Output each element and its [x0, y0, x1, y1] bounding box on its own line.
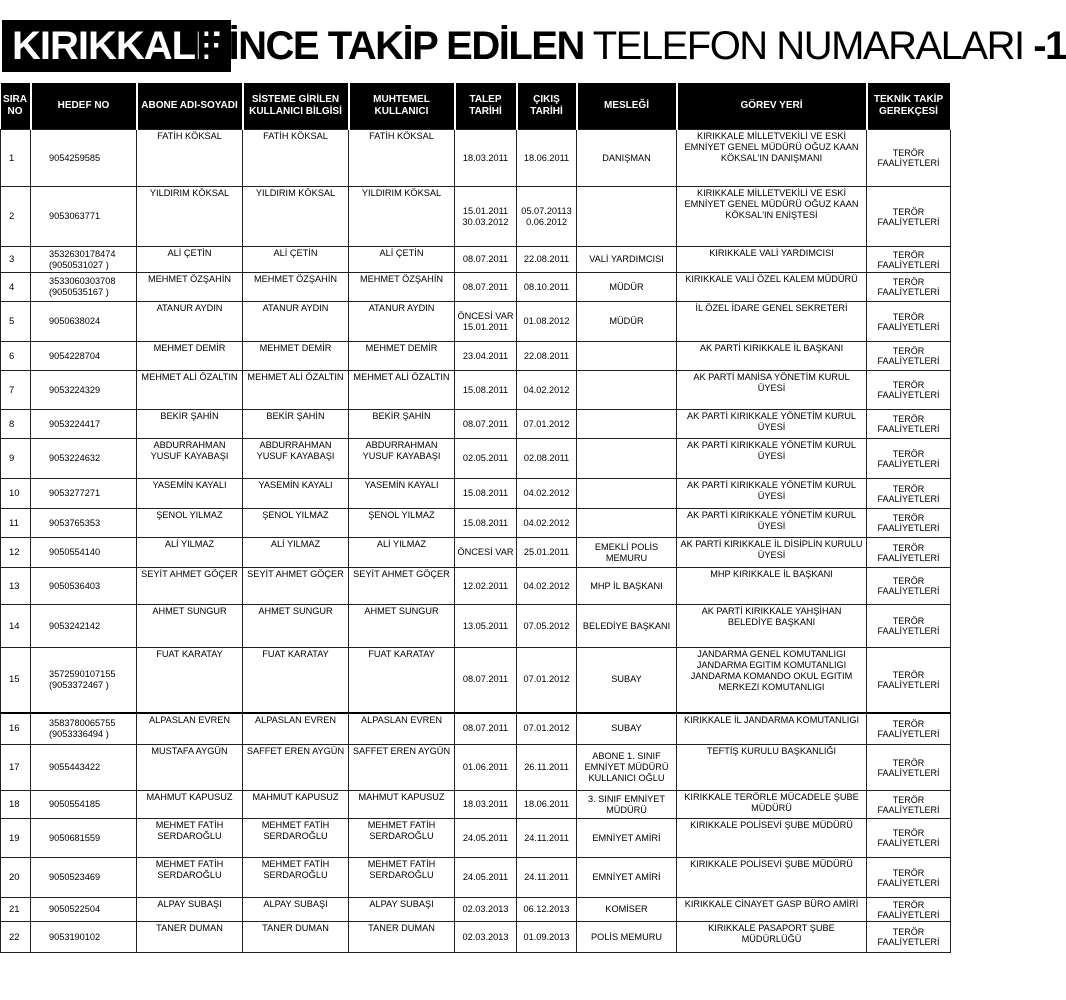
system-user-info-cell: YASEMİN KAYALI: [243, 479, 349, 509]
column-header: MESLEĞİ: [577, 83, 677, 130]
exit-date-cell: 01.08.2012: [517, 302, 577, 342]
row-number-cell: 18: [1, 791, 31, 819]
occupation-cell: ABONE 1. SINIF EMNİYET MÜDÜRÜ KULLANICI OĞLU: [577, 745, 677, 791]
system-user-info-cell: FUAT KARATAY: [243, 648, 349, 713]
exit-date-cell: 05.07.20113 0.06.2012: [517, 187, 577, 247]
request-date-cell: 18.03.2011: [455, 791, 517, 819]
table-row: [1, 858, 951, 898]
duty-location-cell: AK PARTİ KIRIKKALE İL DİSİPLİN KURULU ÜYESİ: [677, 538, 867, 568]
target-number-cell: 9050554140: [31, 538, 137, 568]
occupation-cell: EMNİYET AMİRİ: [577, 819, 677, 858]
column-header: MUHTEMEL KULLANICI: [349, 83, 455, 130]
request-date-cell: 02.03.2013: [455, 898, 517, 922]
row-number-cell: 19: [1, 819, 31, 858]
table-row: [1, 509, 951, 538]
tracking-reason-cell: TERÖR FAALİYETLERİ: [867, 605, 951, 648]
subscriber-name-cell: ABDURRAHMAN YUSUF KAYABAŞI: [137, 439, 243, 479]
row-number-cell: 22: [1, 922, 31, 953]
exit-date-cell: 26.11.2011: [517, 745, 577, 791]
system-user-info-cell: ALİ YILMAZ: [243, 538, 349, 568]
subscriber-name-cell: MEHMET FATİH SERDAROĞLU: [137, 819, 243, 858]
row-number-cell: 4: [1, 273, 31, 302]
table-row: [1, 922, 951, 953]
tracking-reason-cell: TERÖR FAALİYETLERİ: [867, 410, 951, 439]
system-user-info-cell: FATİH KÖKSAL: [243, 130, 349, 187]
exit-date-cell: 07.01.2012: [517, 410, 577, 439]
duty-location-cell: KIRIKKALE TERÖRLE MÜCADELE ŞUBE MÜDÜRÜ: [677, 791, 867, 819]
target-number-cell: 9050536403: [31, 568, 137, 605]
tracking-reason-cell: TERÖR FAALİYETLERİ: [867, 922, 951, 953]
title-part-1: İLİNCE TAKİP EDİLEN: [196, 24, 584, 68]
column-header: ÇIKIŞ TARİHİ: [517, 83, 577, 130]
duty-location-cell: KIRIKKALE POLİSEVİ ŞUBE MÜDÜRÜ: [677, 819, 867, 858]
duty-location-cell: KIRIKKALE POLİSEVİ ŞUBE MÜDÜRÜ: [677, 858, 867, 898]
occupation-cell: EMEKLİ POLİS MEMURU: [577, 538, 677, 568]
probable-user-cell: MEHMET DEMİR: [349, 342, 455, 371]
occupation-cell: [577, 509, 677, 538]
occupation-cell: MHP İL BAŞKANI: [577, 568, 677, 605]
tracking-reason-cell: TERÖR FAALİYETLERİ: [867, 439, 951, 479]
table-row: [1, 605, 951, 648]
exit-date-cell: 07.01.2012: [517, 648, 577, 713]
row-number-cell: 21: [1, 898, 31, 922]
target-number-cell: 9050522504: [31, 898, 137, 922]
request-date-cell: 24.05.2011: [455, 819, 517, 858]
occupation-cell: [577, 439, 677, 479]
system-user-info-cell: ŞENOL YILMAZ: [243, 509, 349, 538]
system-user-info-cell: TANER DUMAN: [243, 922, 349, 953]
tracking-reason-cell: TERÖR FAALİYETLERİ: [867, 819, 951, 858]
target-number-cell: 3583780065755 (9053336494 ): [31, 713, 137, 745]
table-row: [1, 371, 951, 410]
system-user-info-cell: ATANUR AYDIN: [243, 302, 349, 342]
probable-user-cell: MEHMET ALİ ÖZALTIN: [349, 371, 455, 410]
request-date-cell: 18.03.2011: [455, 130, 517, 187]
row-number-cell: 10: [1, 479, 31, 509]
probable-user-cell: ALPASLAN EVREN: [349, 713, 455, 745]
system-user-info-cell: SAFFET EREN AYGÜN: [243, 745, 349, 791]
probable-user-cell: MAHMUT KAPUSUZ: [349, 791, 455, 819]
table-row: [1, 130, 951, 187]
column-header: SIRA NO: [1, 83, 31, 130]
table-row: [1, 410, 951, 439]
column-header: GÖREV YERİ: [677, 83, 867, 130]
tracking-reason-cell: TERÖR FAALİYETLERİ: [867, 648, 951, 713]
probable-user-cell: MEHMET FATİH SERDAROĞLU: [349, 819, 455, 858]
target-number-cell: 9053277271: [31, 479, 137, 509]
tracking-reason-cell: TERÖR FAALİYETLERİ: [867, 371, 951, 410]
system-user-info-cell: AHMET SUNGUR: [243, 605, 349, 648]
row-number-cell: 8: [1, 410, 31, 439]
exit-date-cell: 07.05.2012: [517, 605, 577, 648]
subscriber-name-cell: MUSTAFA AYGÜN: [137, 745, 243, 791]
occupation-cell: MÜDÜR: [577, 302, 677, 342]
request-date-cell: 08.07.2011: [455, 247, 517, 273]
subscriber-name-cell: FUAT KARATAY: [137, 648, 243, 713]
target-number-cell: 9053242142: [31, 605, 137, 648]
occupation-cell: POLİS MEMURU: [577, 922, 677, 953]
system-user-info-cell: MEHMET FATİH SERDAROĞLU: [243, 819, 349, 858]
tracking-reason-cell: TERÖR FAALİYETLERİ: [867, 568, 951, 605]
duty-location-cell: AK PARTİ KIRIKKALE YÖNETİM KURUL ÜYESİ: [677, 509, 867, 538]
request-date-cell: 23.04.2011: [455, 342, 517, 371]
duty-location-cell: MHP KIRIKKALE İL BAŞKANI: [677, 568, 867, 605]
tracking-reason-cell: TERÖR FAALİYETLERİ: [867, 713, 951, 745]
probable-user-cell: ŞENOL YILMAZ: [349, 509, 455, 538]
subscriber-name-cell: ALPAY SUBAŞI: [137, 898, 243, 922]
table-row: [1, 538, 951, 568]
occupation-cell: BELEDİYE BAŞKANI: [577, 605, 677, 648]
request-date-cell: ÖNCESİ VAR 15.01.2011: [455, 302, 517, 342]
probable-user-cell: ALİ YILMAZ: [349, 538, 455, 568]
subscriber-name-cell: ALİ YILMAZ: [137, 538, 243, 568]
duty-location-cell: KIRIKKALE MİLLETVEKİLİ VE ESKİ EMNİYET GENEL MÜDÜRÜ OĞUZ KAAN KÖKSAL'IN ENİŞTESİ: [677, 187, 867, 247]
table-row: [1, 898, 951, 922]
table-row: [1, 439, 951, 479]
occupation-cell: DANIŞMAN: [577, 130, 677, 187]
request-date-cell: 08.07.2011: [455, 273, 517, 302]
row-number-cell: 20: [1, 858, 31, 898]
exit-date-cell: 24.11.2011: [517, 858, 577, 898]
page-title: [0, 0, 1066, 82]
occupation-cell: SUBAY: [577, 648, 677, 713]
exit-date-cell: 07.01.2012: [517, 713, 577, 745]
request-date-cell: 15.01.2011 30.03.2012: [455, 187, 517, 247]
probable-user-cell: YASEMİN KAYALI: [349, 479, 455, 509]
request-date-cell: 01.06.2011: [455, 745, 517, 791]
exit-date-cell: 04.02.2012: [517, 568, 577, 605]
target-number-cell: 9054228704: [31, 342, 137, 371]
exit-date-cell: 18.06.2011: [517, 791, 577, 819]
occupation-cell: VALİ YARDIMCISI: [577, 247, 677, 273]
probable-user-cell: MEHMET ÖZŞAHİN: [349, 273, 455, 302]
subscriber-name-cell: YILDIRIM KÖKSAL: [137, 187, 243, 247]
request-date-cell: 08.07.2011: [455, 713, 517, 745]
row-number-cell: 1: [1, 130, 31, 187]
occupation-cell: MÜDÜR: [577, 273, 677, 302]
target-number-cell: 9050554185: [31, 791, 137, 819]
table-row: [1, 745, 951, 791]
row-number-cell: 12: [1, 538, 31, 568]
table-row: [1, 187, 951, 247]
subscriber-name-cell: ŞENOL YILMAZ: [137, 509, 243, 538]
duty-location-cell: JANDARMA GENEL KOMUTANLIGI JANDARMA EGITIM KOMUTANLIGI JANDARMA KOMANDO OKUL EGITIM MERKEZI KOMUTANLIGI: [677, 648, 867, 713]
request-date-cell: 02.05.2011: [455, 439, 517, 479]
title-city: KIRIKKALE: [2, 20, 231, 72]
probable-user-cell: SAFFET EREN AYGÜN: [349, 745, 455, 791]
exit-date-cell: 04.02.2012: [517, 371, 577, 410]
duty-location-cell: KIRIKKALE MİLLETVEKİLİ VE ESKİ EMNİYET GENEL MÜDÜRÜ OĞUZ KAAN KÖKSAL'IN DANIŞMANI: [677, 130, 867, 187]
row-number-cell: 13: [1, 568, 31, 605]
system-user-info-cell: BEKİR ŞAHİN: [243, 410, 349, 439]
target-number-cell: 9053063771: [31, 187, 137, 247]
occupation-cell: [577, 410, 677, 439]
probable-user-cell: ALİ ÇETİN: [349, 247, 455, 273]
system-user-info-cell: ALPASLAN EVREN: [243, 713, 349, 745]
target-number-cell: 9054259585: [31, 130, 137, 187]
subscriber-name-cell: FATİH KÖKSAL: [137, 130, 243, 187]
system-user-info-cell: MEHMET ALİ ÖZALTIN: [243, 371, 349, 410]
target-number-cell: 9053765353: [31, 509, 137, 538]
title-part-3: -1: [1033, 24, 1066, 68]
subscriber-name-cell: MAHMUT KAPUSUZ: [137, 791, 243, 819]
row-number-cell: 11: [1, 509, 31, 538]
row-number-cell: 2: [1, 187, 31, 247]
target-number-cell: 9053224329: [31, 371, 137, 410]
duty-location-cell: TEFTİŞ KURULU BAŞKANLIĞI: [677, 745, 867, 791]
tracking-reason-cell: TERÖR FAALİYETLERİ: [867, 187, 951, 247]
occupation-cell: [577, 342, 677, 371]
target-number-cell: 9053224632: [31, 439, 137, 479]
subscriber-name-cell: TANER DUMAN: [137, 922, 243, 953]
request-date-cell: 24.05.2011: [455, 858, 517, 898]
occupation-cell: [577, 479, 677, 509]
exit-date-cell: 02.08.2011: [517, 439, 577, 479]
tracking-reason-cell: TERÖR FAALİYETLERİ: [867, 342, 951, 371]
target-number-cell: 9055443422: [31, 745, 137, 791]
probable-user-cell: ATANUR AYDIN: [349, 302, 455, 342]
occupation-cell: KOMİSER: [577, 898, 677, 922]
request-date-cell: 15.08.2011: [455, 479, 517, 509]
subscriber-name-cell: MEHMET ÖZŞAHİN: [137, 273, 243, 302]
column-header: ABONE ADI-SOYADI: [137, 83, 243, 130]
title-part-2: TELEFON NUMARALARI: [592, 24, 1024, 68]
table-row: [1, 713, 951, 745]
system-user-info-cell: ALPAY SUBAŞI: [243, 898, 349, 922]
exit-date-cell: 04.02.2012: [517, 509, 577, 538]
row-number-cell: 15: [1, 648, 31, 713]
subscriber-name-cell: MEHMET DEMİR: [137, 342, 243, 371]
table-row: [1, 479, 951, 509]
duty-location-cell: AK PARTİ KIRIKKALE YÖNETİM KURUL ÜYESİ: [677, 479, 867, 509]
duty-location-cell: KIRIKKALE VALİ ÖZEL KALEM MÜDÜRÜ: [677, 273, 867, 302]
subscriber-name-cell: SEYİT AHMET GÖÇER: [137, 568, 243, 605]
exit-date-cell: 04.02.2012: [517, 479, 577, 509]
row-number-cell: 7: [1, 371, 31, 410]
occupation-cell: SUBAY: [577, 713, 677, 745]
target-number-cell: 3532630178474 (9050531027 ): [31, 247, 137, 273]
duty-location-cell: AK PARTİ KIRIKKALE YÖNETİM KURUL ÜYESİ: [677, 439, 867, 479]
target-number-cell: 9050523469: [31, 858, 137, 898]
system-user-info-cell: YILDIRIM KÖKSAL: [243, 187, 349, 247]
occupation-cell: [577, 187, 677, 247]
exit-date-cell: 06.12.2013: [517, 898, 577, 922]
subscriber-name-cell: BEKİR ŞAHİN: [137, 410, 243, 439]
subscriber-name-cell: AHMET SUNGUR: [137, 605, 243, 648]
exit-date-cell: 24.11.2011: [517, 819, 577, 858]
duty-location-cell: AK PARTİ KIRIKKALE YAHŞİHAN BELEDİYE BAŞKANI: [677, 605, 867, 648]
tracking-reason-cell: TERÖR FAALİYETLERİ: [867, 538, 951, 568]
duty-location-cell: AK PARTİ MANİSA YÖNETİM KURUL ÜYESİ: [677, 371, 867, 410]
duty-location-cell: İL ÖZEL İDARE GENEL SEKRETERİ: [677, 302, 867, 342]
header-row: [1, 83, 951, 130]
row-number-cell: 16: [1, 713, 31, 745]
tracking-reason-cell: TERÖR FAALİYETLERİ: [867, 898, 951, 922]
probable-user-cell: AHMET SUNGUR: [349, 605, 455, 648]
request-date-cell: 08.07.2011: [455, 410, 517, 439]
table-row: [1, 791, 951, 819]
subscriber-name-cell: ALPASLAN EVREN: [137, 713, 243, 745]
system-user-info-cell: ALİ ÇETİN: [243, 247, 349, 273]
column-header: SİSTEME GİRİLEN KULLANICI BİLGİSİ: [243, 83, 349, 130]
duty-location-cell: KIRIKKALE İL JANDARMA KOMUTANLIGI: [677, 713, 867, 745]
table-row: [1, 648, 951, 713]
tracking-reason-cell: TERÖR FAALİYETLERİ: [867, 130, 951, 187]
request-date-cell: 02.03.2013: [455, 922, 517, 953]
tracking-reason-cell: TERÖR FAALİYETLERİ: [867, 302, 951, 342]
tracking-reason-cell: TERÖR FAALİYETLERİ: [867, 479, 951, 509]
exit-date-cell: 22.08.2011: [517, 247, 577, 273]
request-date-cell: 15.08.2011: [455, 371, 517, 410]
probable-user-cell: MEHMET FATİH SERDAROĞLU: [349, 858, 455, 898]
tracking-reason-cell: TERÖR FAALİYETLERİ: [867, 273, 951, 302]
system-user-info-cell: MAHMUT KAPUSUZ: [243, 791, 349, 819]
column-header: TALEP TARİHİ: [455, 83, 517, 130]
probable-user-cell: FATİH KÖKSAL: [349, 130, 455, 187]
tracking-reason-cell: TERÖR FAALİYETLERİ: [867, 509, 951, 538]
column-header: HEDEF NO: [31, 83, 137, 130]
target-number-cell: 9053224417: [31, 410, 137, 439]
occupation-cell: EMNİYET AMİRİ: [577, 858, 677, 898]
duty-location-cell: AK PARTİ KIRIKKALE YÖNETİM KURUL ÜYESİ: [677, 410, 867, 439]
tracking-reason-cell: TERÖR FAALİYETLERİ: [867, 791, 951, 819]
exit-date-cell: 08.10.2011: [517, 273, 577, 302]
column-header: TEKNİK TAKİP GEREKÇESİ: [867, 83, 951, 130]
target-number-cell: 9050681559: [31, 819, 137, 858]
probable-user-cell: TANER DUMAN: [349, 922, 455, 953]
system-user-info-cell: MEHMET DEMİR: [243, 342, 349, 371]
subscriber-name-cell: ALİ ÇETİN: [137, 247, 243, 273]
duty-location-cell: KIRIKKALE VALİ YARDIMCISI: [677, 247, 867, 273]
exit-date-cell: 01.09.2013: [517, 922, 577, 953]
table-row: [1, 247, 951, 273]
duty-location-cell: KIRIKKALE PASAPORT ŞUBE MÜDÜRLÜĞÜ: [677, 922, 867, 953]
target-number-cell: 9053190102: [31, 922, 137, 953]
system-user-info-cell: MEHMET ÖZŞAHİN: [243, 273, 349, 302]
probable-user-cell: YILDIRIM KÖKSAL: [349, 187, 455, 247]
table-row: [1, 273, 951, 302]
exit-date-cell: 25.01.2011: [517, 538, 577, 568]
table-row: [1, 568, 951, 605]
subscriber-name-cell: YASEMİN KAYALI: [137, 479, 243, 509]
tracking-reason-cell: TERÖR FAALİYETLERİ: [867, 745, 951, 791]
system-user-info-cell: SEYİT AHMET GÖÇER: [243, 568, 349, 605]
system-user-info-cell: ABDURRAHMAN YUSUF KAYABAŞI: [243, 439, 349, 479]
probable-user-cell: SEYİT AHMET GÖÇER: [349, 568, 455, 605]
target-number-cell: 9050638024: [31, 302, 137, 342]
probable-user-cell: ABDURRAHMAN YUSUF KAYABAŞI: [349, 439, 455, 479]
row-number-cell: 6: [1, 342, 31, 371]
table-row: [1, 302, 951, 342]
table-row: [1, 342, 951, 371]
request-date-cell: ÖNCESİ VAR: [455, 538, 517, 568]
row-number-cell: 9: [1, 439, 31, 479]
subscriber-name-cell: MEHMET FATİH SERDAROĞLU: [137, 858, 243, 898]
duty-location-cell: AK PARTİ KIRIKKALE İL BAŞKANI: [677, 342, 867, 371]
occupation-cell: [577, 371, 677, 410]
probable-user-cell: BEKİR ŞAHİN: [349, 410, 455, 439]
subscriber-name-cell: ATANUR AYDIN: [137, 302, 243, 342]
tracking-reason-cell: TERÖR FAALİYETLERİ: [867, 247, 951, 273]
row-number-cell: 14: [1, 605, 31, 648]
target-number-cell: 3533060303708 (9050535167 ): [31, 273, 137, 302]
probable-user-cell: FUAT KARATAY: [349, 648, 455, 713]
subscriber-name-cell: MEHMET ALİ ÖZALTIN: [137, 371, 243, 410]
row-number-cell: 3: [1, 247, 31, 273]
exit-date-cell: 18.06.2011: [517, 130, 577, 187]
probable-user-cell: ALPAY SUBAŞI: [349, 898, 455, 922]
row-number-cell: 5: [1, 302, 31, 342]
tracking-table: [0, 83, 952, 953]
exit-date-cell: 22.08.2011: [517, 342, 577, 371]
request-date-cell: 15.08.2011: [455, 509, 517, 538]
request-date-cell: 08.07.2011: [455, 648, 517, 713]
system-user-info-cell: MEHMET FATİH SERDAROĞLU: [243, 858, 349, 898]
target-number-cell: 3572590107155 (9053372467 ): [31, 648, 137, 713]
row-number-cell: 17: [1, 745, 31, 791]
tracking-reason-cell: TERÖR FAALİYETLERİ: [867, 858, 951, 898]
table-row: [1, 819, 951, 858]
duty-location-cell: KIRIKKALE CİNAYET GASP BÜRO AMİRİ: [677, 898, 867, 922]
request-date-cell: 12.02.2011: [455, 568, 517, 605]
request-date-cell: 13.05.2011: [455, 605, 517, 648]
occupation-cell: 3. SINIF EMNİYET MÜDÜRÜ: [577, 791, 677, 819]
title-text: [196, 20, 1066, 72]
